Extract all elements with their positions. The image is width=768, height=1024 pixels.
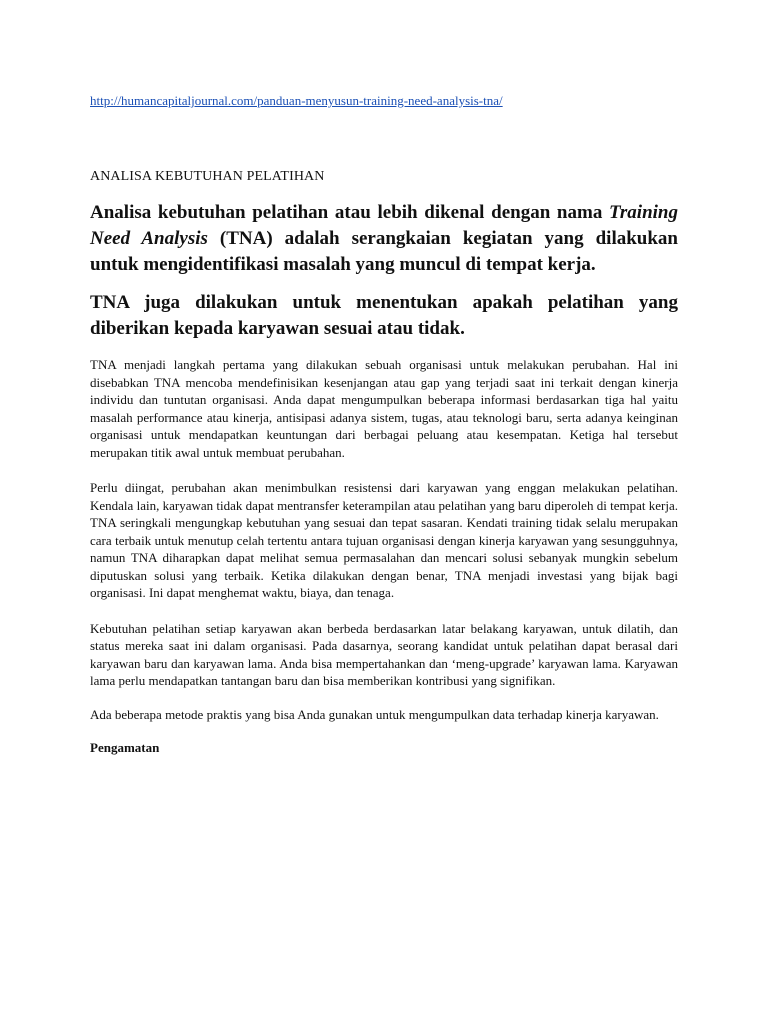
lead-paragraph-1 bbox=[90, 200, 678, 278]
lead1-italic-term: Training Need Analysis bbox=[90, 202, 678, 249]
subheading-pengamatan: Pengamatan bbox=[90, 740, 160, 755]
section-heading: ANALISA KEBUTUHAN PELATIHAN bbox=[90, 169, 325, 184]
body-paragraph-2: Perlu diingat, perubahan akan menimbulkan resistensi dari karyawan yang enggan melakukan pelatihan. Kendala lain, karyawan tidak dapat mentransfer keterampilan atau pelatihan yang baru diperoleh di tempat kerja. TNA seringkali mengungkap kebutuhan yang sesuai dan tepat sasaran. Kendati training tidak selalu merupakan cara terbaik untuk menutup celah tertentu antara tujuan organisasi dengan kinerja karyawan yang sesungguhnya, namun TNA diharapkan dapat melihat semua permasalahan dan mencari solusi sebanyak mungkin sebelum diputuskan solusi yang terbaik. Ketika dilakukan dengan benar, TNA menjadi investasi yang bijak bagi organisasi. Ini dapat menghemat waktu, biaya, dan tenaga. bbox=[90, 480, 678, 600]
source-link[interactable]: http://humancapitaljournal.com/panduan-menyusun-training-need-analysis-tna/ bbox=[90, 93, 503, 108]
body-paragraph-1: TNA menjadi langkah pertama yang dilakukan sebuah organisasi untuk melakukan perubahan. Hal ini disebabkan TNA mencoba mendefinisikan kesenjangan atau gap yang terjadi saat ini terkait dengan kinerja individu dan tuntutan organisasi. Anda dapat mengumpulkan beberapa informasi berdasarkan tiga hal yaitu masalah performance atau kinerja, antisipasi adanya sistem, tugas, atau teknologi baru, serta adanya keinginan organisasi untuk mendapatkan keuntungan dari berbagai peluang atau kesempatan. Ketiga hal tersebut merupakan titik awal untuk membuat perubahan. bbox=[90, 357, 678, 460]
body-paragraph-4: Ada beberapa metode praktis yang bisa Anda gunakan untuk mengumpulkan data terhadap kinerja karyawan. bbox=[90, 706, 659, 722]
body-paragraph-3: Kebutuhan pelatihan setiap karyawan akan berbeda berdasarkan latar belakang karyawan, untuk dilatih, dan status mereka saat ini dalam organisasi. Pada dasarnya, seorang kandidat untuk pelatihan dapat berasal dari karyawan baru dan karyawan lama. Anda bisa mempertahankan dan ‘meng-upgrade’ karyawan lama. Karyawan lama perlu mendapatkan tantangan baru dan bisa memberikan kontribusi yang signifikan. bbox=[90, 620, 678, 688]
document-page bbox=[90, 92, 678, 757]
lead-paragraph-2: TNA juga dilakukan untuk menentukan apakah pelatihan yang diberikan kepada karyawan sesuai atau tidak. bbox=[90, 292, 678, 339]
lead1-text-b: (TNA) adalah serangkaian kegiatan yang dilakukan untuk mengidentifikasi masalah yang muncul di tempat kerja. bbox=[90, 228, 678, 275]
lead1-text-a: Analisa kebutuhan pelatihan atau lebih dikenal dengan nama bbox=[90, 202, 609, 223]
